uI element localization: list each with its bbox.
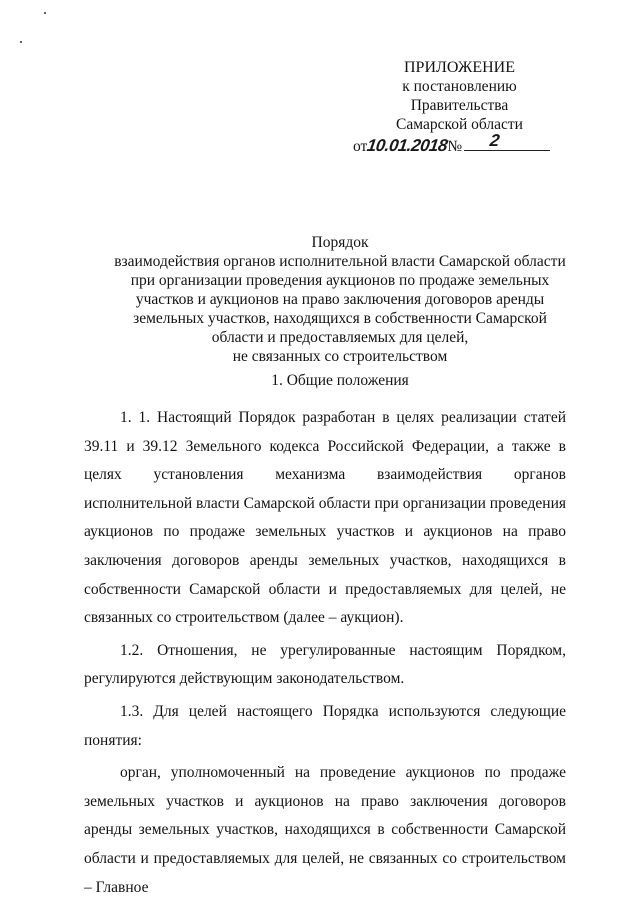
title-line: участков и аукционов на право заключения договоров аренды bbox=[135, 291, 545, 308]
scan-speck bbox=[20, 41, 22, 43]
appendix-block bbox=[352, 58, 567, 156]
title-line: Порядок bbox=[311, 234, 369, 251]
paragraph-1-3: 1.3. Для целей настоящего Порядка используются следующие понятия: bbox=[84, 702, 566, 749]
title-line: при организации проведения аукционов по продаже земельных bbox=[130, 272, 550, 289]
scan-speck bbox=[44, 12, 46, 14]
title-line: области и предоставляемых для целей, bbox=[211, 329, 469, 346]
number-prefix: № bbox=[447, 138, 463, 155]
paragraph-1-1: 1. 1. Настоящий Порядок разработан в целях реализации статей 39.11 и 39.12 Земельного кодекса Российской Федерации, а также в целях установления механизма взаимодействия органов исполнительной власти Самарской области при организации проведения аукционов по продаже земельных участков и аукционов на право заключения договоров аренды земельных участков, находящихся в собственности Самарской области и предоставляемых для целей, не связанных со строительством (далее – аукцион). bbox=[84, 409, 566, 627]
appendix-line-resolution: к постановлению Правительства bbox=[402, 78, 517, 114]
paragraph-definition: орган, уполномоченный на проведение аукционов по продаже земельных участков и аукционов на право заключения договоров аренды земельных участков, находящихся в собственности Самарской области и предоставляемых для целей, не связанных со строительством – Главное bbox=[84, 764, 566, 896]
title-line: земельных участков, находящихся в собственности Самарской bbox=[133, 310, 547, 327]
handwritten-date: 10.01.2018 bbox=[365, 136, 449, 155]
appendix-title: ПРИЛОЖЕНИЕ bbox=[403, 59, 515, 76]
section-heading: 1. Общие положения bbox=[271, 372, 409, 389]
number-blank bbox=[464, 131, 550, 151]
date-prefix: от bbox=[353, 138, 368, 155]
handwritten-number: 2 bbox=[488, 131, 501, 150]
title-line: не связанных со строительством bbox=[232, 348, 448, 365]
appendix-line-region: Самарской области bbox=[396, 116, 523, 133]
title-line: взаимодействия органов исполнительной власти Самарской области bbox=[114, 253, 566, 270]
document-title bbox=[40, 233, 640, 366]
document-body bbox=[84, 404, 566, 906]
appendix-date-line bbox=[352, 131, 567, 156]
paragraph-1-2: 1.2. Отношения, не урегулированные настоящим Порядком, регулируются действующим законодательством. bbox=[84, 641, 566, 688]
